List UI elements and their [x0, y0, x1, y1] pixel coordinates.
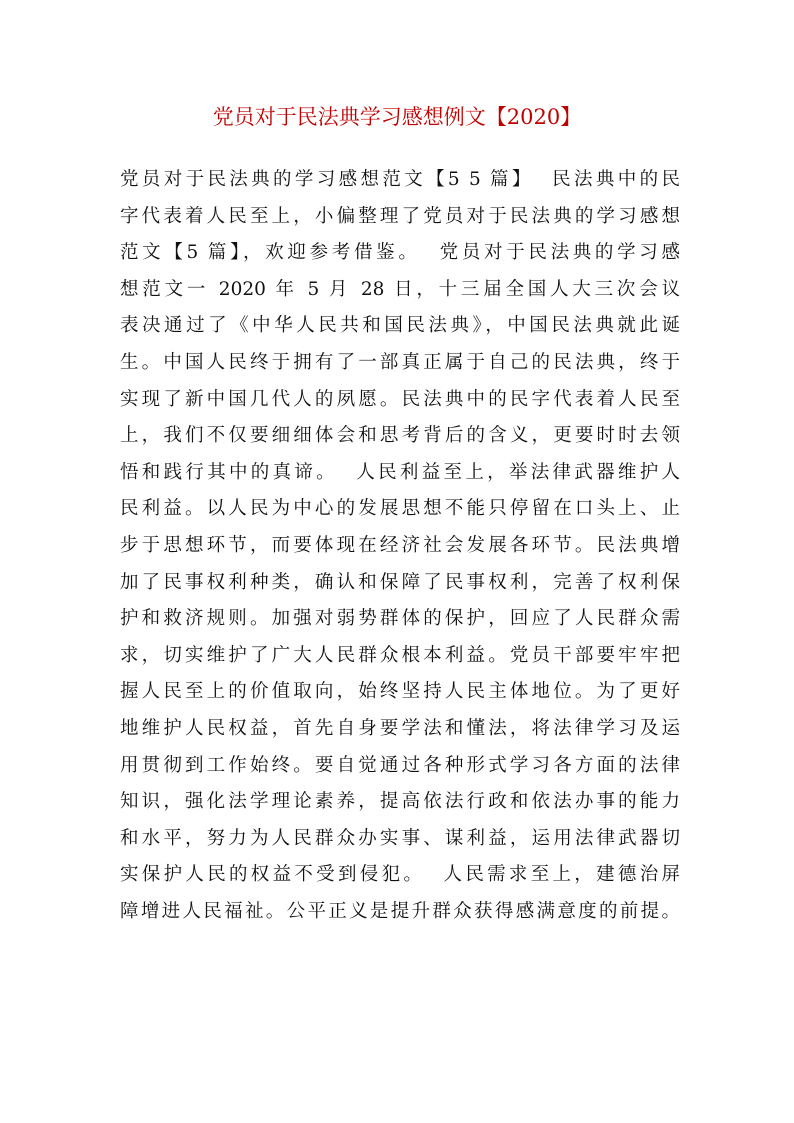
body-line: 加了民事权利种类，确认和保障了民事权利，完善了权利保: [120, 571, 680, 593]
body-line: 民利益。以人民为中心的发展思想不能只停留在口头上、止: [120, 498, 680, 520]
body-line: 上，我们不仅要细细体会和思考背后的含义，更要时时去领: [120, 425, 680, 447]
body-line: 实保护人民的权益不受到侵犯。 人民需求至上，建德治屏: [120, 864, 680, 886]
body-line: 悟和践行其中的真谛。 人民利益至上，举法律武器维护人: [120, 461, 680, 483]
document-title: 党员对于民法典学习感想例文【2020】: [212, 105, 582, 129]
body-line: 用贯彻到工作始终。要自觉通过各种形式学习各方面的法律: [120, 754, 680, 776]
body-line: 党员对于民法典的学习感想范文【5 5 篇】 民法典中的民: [120, 169, 680, 190]
body-line: 字代表着人民至上，小偏整理了党员对于民法典的学习感想: [120, 205, 680, 227]
body-line: 和水平，努力为人民群众办实事、谋利益，运用法律武器切: [120, 827, 680, 849]
body-line: 握人民至上的价值取向，始终坚持人民主体地位。为了更好: [120, 681, 680, 703]
body-line: 表决通过了《中华人民共和国民法典》，中国民法典就此诞: [120, 315, 680, 337]
body-line: 步于思想环节，而要体现在经济社会发展各环节。民法典增: [120, 534, 680, 556]
body-line: 实现了新中国几代人的夙愿。民法典中的民字代表着人民至: [120, 388, 680, 410]
body-line: 生。中国人民终于拥有了一部真正属于自己的民法典，终于: [120, 351, 680, 373]
body-line: 知识，强化法学理论素养，提高依法行政和依法办事的能力: [120, 791, 680, 813]
body-line: 范文【5 篇】，欢迎参考借鉴。 党员对于民法典的学习感: [120, 242, 680, 264]
body-line: 求，切实维护了广大人民群众根本利益。党员干部要牢牢把: [120, 644, 680, 666]
document-body: [120, 162, 680, 930]
body-line: 障增进人民福祉。公平正义是提升群众获得感满意度的前提。: [120, 900, 680, 922]
body-line: 护和救济规则。加强对弱势群体的保护，回应了人民群众需: [120, 608, 680, 630]
body-line: 想范文一 2020 年 5 月 28 日，十三届全国人大三次会议: [120, 278, 680, 300]
body-line: 地维护人民权益，首先自身要学法和懂法，将法律学习及运: [120, 717, 680, 739]
